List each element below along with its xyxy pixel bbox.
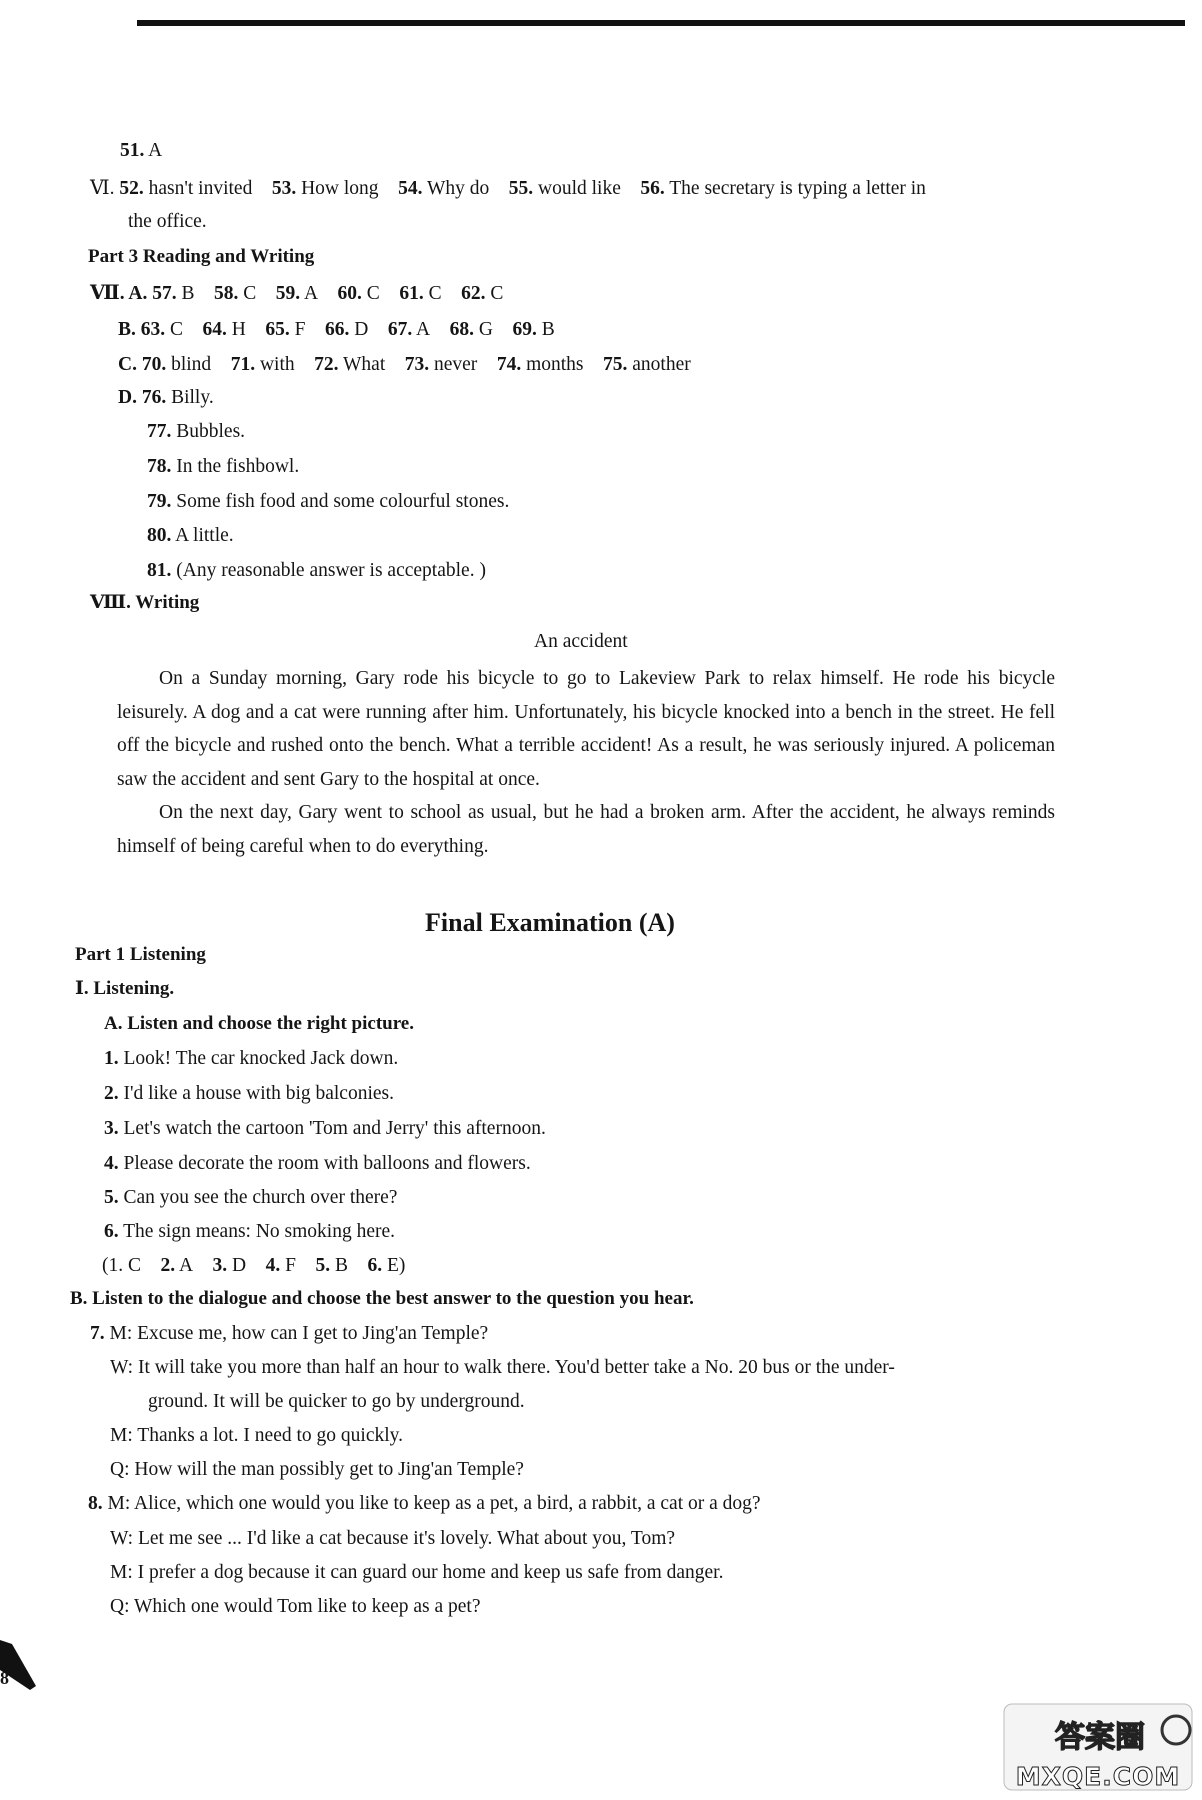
listening-item-5: 5. Can you see the church over there?: [104, 1187, 398, 1208]
essay-title: An accident: [534, 631, 628, 652]
top-rule: [137, 20, 1185, 26]
part1-heading: Part 1 Listening: [75, 944, 206, 965]
essay-body: [117, 662, 1055, 863]
dialogue-7-w1: W: It will take you more than half an hour to walk there. You'd better take a No. 20 bus or the under-: [110, 1357, 895, 1378]
answer-81: 81. (Any reasonable answer is acceptable. ): [147, 560, 486, 581]
answer-row-vi: Ⅵ. 52. hasn't invited 53. How long 54. Why do 55. would like 56. The secretary is typing a letter in: [90, 178, 926, 199]
answer-row-a: Ⅶ. A. 57. B 58. C 59. A 60. C 61. C 62. C: [90, 283, 504, 304]
answer-79: 79. Some fish food and some colourful stones.: [147, 491, 510, 512]
dialogue-8-m1: 8. M: Alice, which one would you like to keep as a pet, a bird, a rabbit, a cat or a dog?: [88, 1493, 761, 1514]
answer-row-b: B. 63. C 64. H 65. F 66. D 67. A 68. G 69. B: [118, 319, 555, 340]
part3-heading: Part 3 Reading and Writing: [88, 246, 315, 267]
essay-paragraph-1: On a Sunday morning, Gary rode his bicycle to go to Lakeview Park to relax himself. He rode his bicycle leisurely. A dog and a cat were running after him. Unfortunately, his bicycle knocked into a bench in the street. He fell off the bicycle and rushed onto the bench. What a terrible accident! As a result, he was seriously injured. A policeman saw the accident and sent Gary to the hospital at once.: [117, 668, 1055, 790]
listening-item-1: 1. Look! The car knocked Jack down.: [104, 1048, 399, 1069]
essay-paragraph-2: On the next day, Gary went to school as usual, but he had a broken arm. After the accident, he always reminds himself of being careful when to do everything.: [117, 802, 1055, 857]
listening-item-6: 6. The sign means: No smoking here.: [104, 1221, 396, 1242]
exam-title: Final Examination (A): [425, 908, 675, 937]
listening-item-3: 3. Let's watch the cartoon 'Tom and Jerry' this afternoon.: [104, 1118, 546, 1139]
dialogue-8-m2: M: I prefer a dog because it can guard our home and keep us safe from danger.: [110, 1562, 724, 1583]
watermark-site: MXQE.COM: [1015, 1762, 1181, 1791]
dialogue-8-question: Q: Which one would Tom like to keep as a pet?: [110, 1596, 481, 1617]
page-number: 8: [0, 1668, 9, 1688]
dialogue-7-m2: M: Thanks a lot. I need to go quickly.: [110, 1425, 403, 1446]
writing-heading: Ⅷ. Writing: [90, 592, 200, 613]
answer-77: 77. Bubbles.: [147, 421, 246, 442]
answer-76: D. 76. Billy.: [118, 387, 214, 408]
answer-80: 80. A little.: [147, 525, 234, 546]
listening-answers: (1. C 2. A 3. D 4. F 5. B 6. E): [102, 1255, 406, 1276]
dialogue-7-w1-cont: ground. It will be quicker to go by underground.: [148, 1391, 525, 1412]
dialogue-7-m1: 7. M: Excuse me, how can I get to Jing'an Temple?: [90, 1323, 489, 1344]
answer-row-c: C. 70. blind 71. with 72. What 73. never 74. months 75. another: [118, 354, 691, 375]
answer-56-cont: the office.: [128, 211, 207, 232]
section-1-heading: Ⅰ. Listening.: [75, 978, 175, 999]
dialogue-7-question: Q: How will the man possibly get to Jing'an Temple?: [110, 1459, 524, 1480]
dialogue-8-w1: W: Let me see ... I'd like a cat because it's lovely. What about you, Tom?: [110, 1528, 676, 1549]
section-b-heading: B. Listen to the dialogue and choose the best answer to the question you hear.: [70, 1288, 694, 1309]
answer-51: 51. A: [120, 140, 163, 161]
listening-item-4: 4. Please decorate the room with balloons and flowers.: [104, 1153, 531, 1174]
listening-item-2: 2. I'd like a house with big balconies.: [104, 1083, 394, 1104]
section-a-heading: A. Listen and choose the right picture.: [104, 1013, 414, 1034]
answer-78: 78. In the fishbowl.: [147, 456, 300, 477]
watermark-text: 答案圈: [1055, 1720, 1145, 1755]
